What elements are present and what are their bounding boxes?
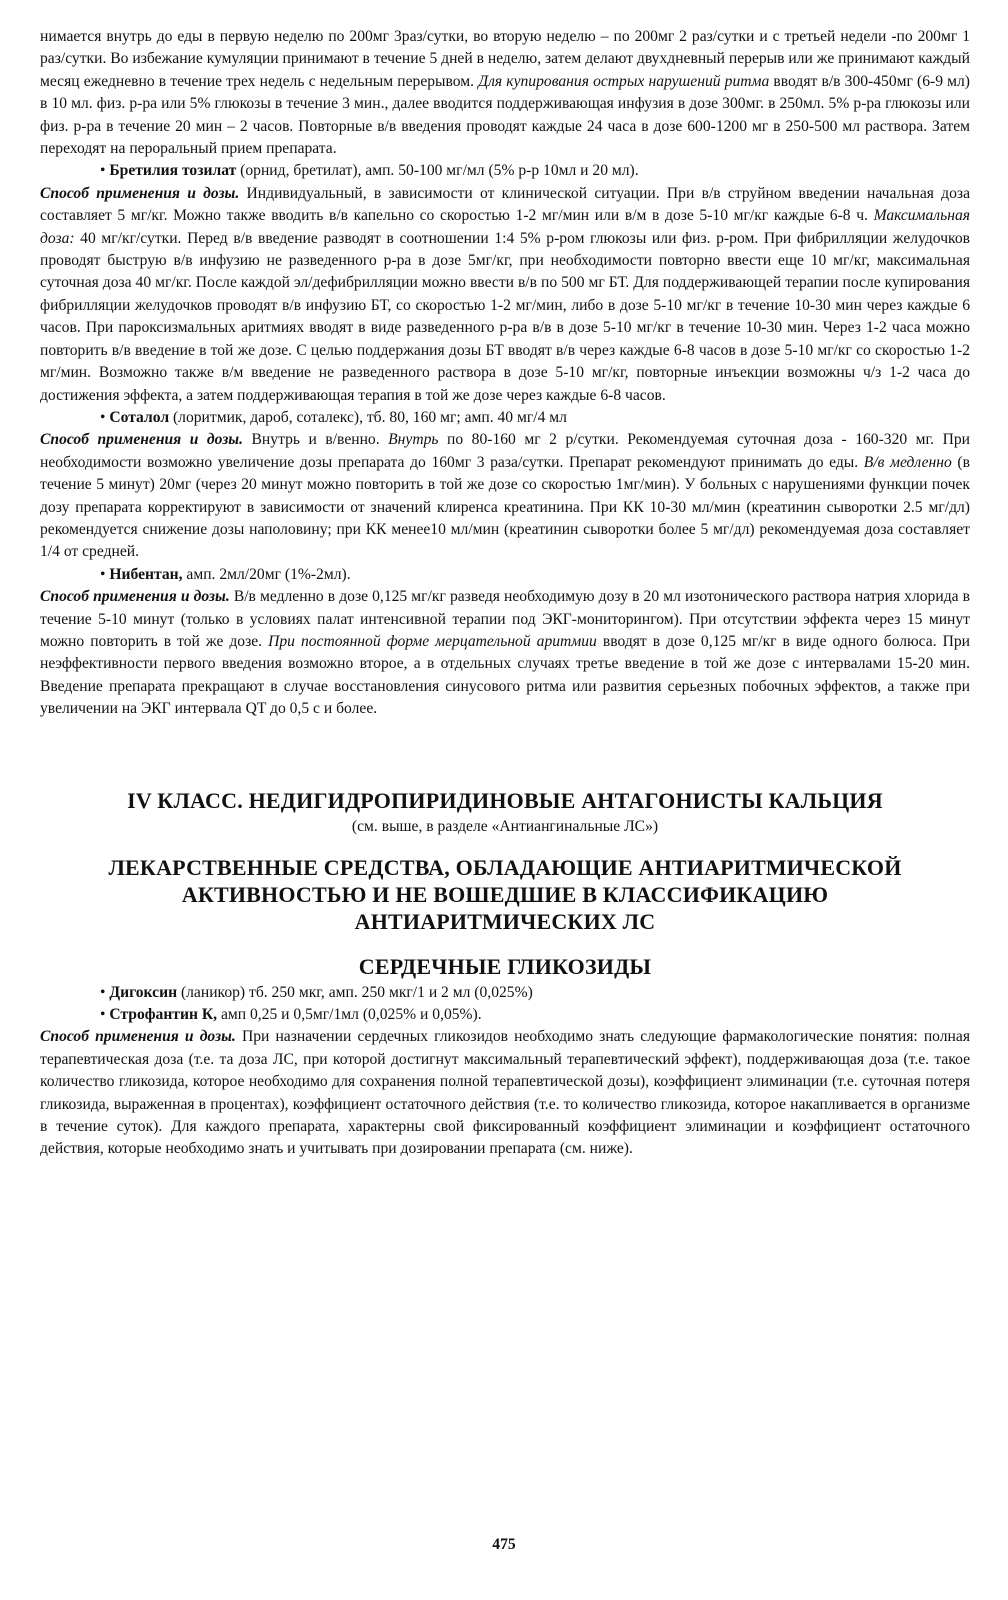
section-spacer (40, 721, 970, 787)
glycosides-dosage-paragraph: Способ применения и дозы. При назначении сердечных гликозидов необходимо знать следующие фармакологические понятия: полная терапевтическая доза (т.е. та доза ЛС, при которой достигнут максимальный терапевтический эффект), поддерживающая доза (т.е. такое количество гликозида, которое необходимо для сохранения полной терапевтической дозы), коэффициент элиминации (т.е. суточная потеря гликозида, выраженная в процентах), коэффициент остаточного действия (т.е. то количество гликозида, которое накапливается в организме в течение суток). Для каждого препарата, характерны свой фиксированный коэффициент элиминации и коэффициент остаточного действия, которые необходимо знать и учитывать при дозировании препарата (см. ниже). (40, 1028, 970, 1158)
drug-name: Строфантин К, (109, 1006, 218, 1023)
bretylium-dosage-paragraph: Способ применения и дозы. Индивидуальный, в зависимости от клинической ситуации. При в/в струйном введении начальная доза составляет 5 мг/кг. Можно также вводить в/в капельно со скоростью 1-2 мг/мин или в/м в дозе 5-10 мг/кг каждые 6-8 ч. Максимальная доза: 40 мг/кг/сутки. Перед в/в введение разводят в соотношении 1:4 5% р-ром глюкозы или физ. р-ром. При фибрилляции желудочков проводят быструю в/в инфузию не разведенного р-ра в дозе 5мг/кг, при необходимости повторно ввести еще 10 мг/кг, максимальная суточная доза 40 мг/кг. После каждой эл/дефибрилляции можно ввести в/в по 500 мг БТ. Для поддерживающей терапии после купирования фибрилляции желудочков проводят в/в инфузию БТ, со скоростью 1-2 мг/мин, либо в дозе 5-10 мг/кг в течение 10-30 мин через каждые 6 часов. При пароксизмальных аритмиях вводят в виде разведенного р-ра в/в в дозе 5-10 мг/кг в течение 10-30 мин. Через 1-2 часа можно повторить в/в введение в той же дозе. С целью поддержания дозы БТ вводят в/в через каждые 6-8 часов в дозе 5-10 мг/кг со скоростью 1-2 мг/мин. Возможно также в/м введение не разведенного раствора в дозе 5-10 мг/кг, повторные инъекции возможны ч/з 1-2 часа до достижения эффекта, а затем поддерживающая терапия в той же дозе через каждые 6-8 часов. (40, 184, 970, 404)
drug-name: Бретилия тозилат (109, 162, 237, 180)
section-title-class-iv: IV КЛАСС. НЕДИГИДРОПИРИДИНОВЫЕ АНТАГОНИСТЫ КАЛЬЦИЯ (127, 787, 883, 813)
nibentan-heading: • Нибентан, амп. 2мл/20мг (1%-2мл). (40, 564, 970, 586)
sotalol-dosage-paragraph: Способ применения и дозы. Внутрь и в/венно. Внутрь по 80-160 мг 2 р/сутки. Рекомендуемая суточная доза - 160-320 мг. При необходимости возможно увеличение дозы препарата до 160мг 3 раза/сутки. Препарат рекомендуют принимать до еды. В/в медленно (в течение 5 минут) 20мг (через 20 минут можно повторить в той же дозе со скоростью 1мг/мин). У больных с нарушениями функции почек дозу препарата корректируют в зависимости от значений клиренса креатинина. При КК 10-30 мл/мин (креатинин сыворотки 2.5 мг/дл) рекомендуется снижение дозы наполовину; при КК менее10 мл/мин (креатинин сыворотки более 5 мг/дл) рекомендуемая доза составляет 1/4 от средней. (40, 431, 970, 561)
drug-name: Нибентан, (109, 565, 183, 583)
section-title-other-antiarrhythmics: ЛЕКАРСТВЕННЫЕ СРЕДСТВА, ОБЛАДАЮЩИЕ АНТИАРИТМИЧЕСКОЙ АКТИВНОСТЬЮ И НЕ ВОШЕДШИЕ В КЛАССИФИКАЦИЮ АНТИАРИТМИЧЕСКИХ ЛС (108, 854, 902, 934)
drug-name: Дигоксин (109, 983, 178, 1001)
sotalol-heading: • Соталол (лоритмик, дароб, соталекс), тб. 80, 160 мг; амп. 40 мг/4 мл (40, 407, 970, 429)
strophanthin-heading: • Строфантин К, амп 0,25 и 0,5мг/1мл (0,025% и 0,05%). (40, 1004, 970, 1026)
section-title-cardiac-glycosides: СЕРДЕЧНЫЕ ГЛИКОЗИДЫ (358, 953, 652, 979)
drug-name: Соталол (109, 408, 170, 426)
section-note: (см. выше, в разделе «Антиангинальные ЛС») (351, 817, 659, 835)
bretylium-heading: • Бретилия тозилат (орнид, бретилат), амп. 50-100 мг/мл (5% р-р 10мл и 20 мл). (40, 160, 970, 182)
digoxin-heading: • Дигоксин (ланикор) тб. 250 мкг, амп. 250 мкг/1 и 2 мл (0,025%) (40, 982, 970, 1004)
page-number: 475 (492, 1536, 516, 1553)
amiodarone-continuation-paragraph: нимается внутрь до еды в первую неделю по 200мг 3раз/сутки, во вторую неделю – по 200мг 2 раз/сутки и с третьей недели -по 200мг 1 раз/сутки. Во избежание кумуляции принимают в течение 5 дней в неделю, затем делают двухдневный перерыв или же принимают каждый месяц ежедневно в течение трех недель с недельным перерывом. Для купирования острых нарушений ритма вводят в/в 300-450мг (6-9 мл) в 10 мл. физ. р-ра или 5% глюкозы в течение 3 мин., далее вводится поддерживающая инфузия в дозе 300мг. в 250мл. 5% р-ра глюкозы или физ. р-ра в течение 20 мин – 2 часов. Повторные в/в введения проводят каждые 24 часа в дозе 600-1200 мг в 250-500 мл раствора. Затем переходят на пероральный прием препарата. (40, 28, 970, 158)
nibentan-dosage-paragraph: Способ применения и дозы. В/в медленно в дозе 0,125 мг/кг разведя необходимую дозу в 20 мл изотонического раствора натрия хлорида в течение 5-10 минут (только в условиях палат интенсивной терапии под ЭКГ-мониторингом). При отсутствии эффекта через 15 минут можно повторить в той же дозе. При постоянной форме мерцательной аритмии вводят в дозе 0,125 мг/кг в виде одного болюса. При неэффективности первого введения возможно второе, а в отдельных случаях третье введение в той же дозе с интервалами 15-20 мин. Введение препарата прекращают в случае восстановления синусового ритма или развития серьезных побочных эффектов, а также при увеличении на ЭКГ интервала QT до 0,5 с и более. (40, 588, 971, 718)
